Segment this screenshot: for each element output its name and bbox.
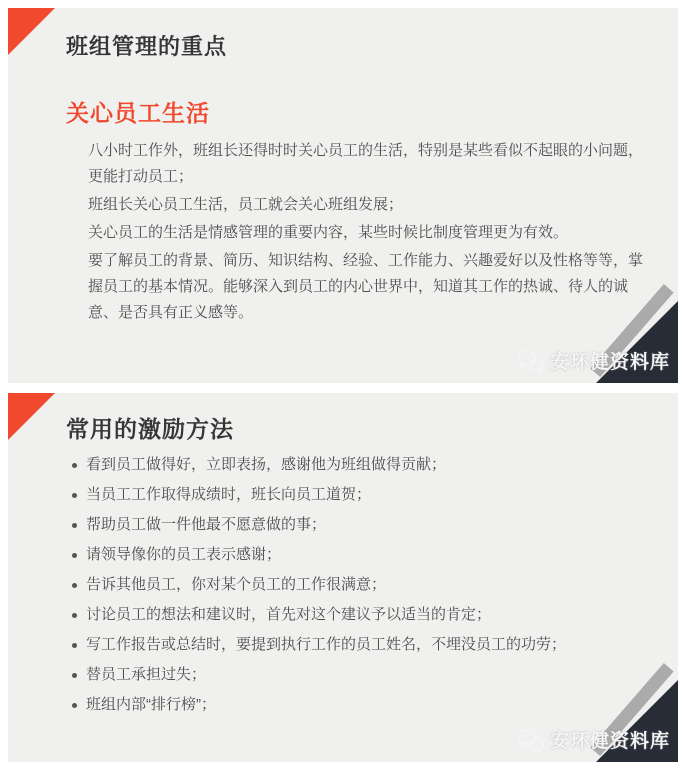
red-triangle-icon xyxy=(8,8,55,55)
watermark xyxy=(517,726,670,753)
slide-motivation-methods xyxy=(8,393,678,762)
paragraph: 关心员工的生活是情感管理的重要内容，某些时候比制度管理更为有效。 xyxy=(88,224,569,241)
paragraph: 要了解员工的背景、简历、知识结构、经验、工作能力、兴趣爱好以及性格等等，掌握员工的基本情况。能够深入到员工的内心世界中，知道其工作的热诚、待人的诚意、是否具有正义感等。 xyxy=(88,252,644,321)
red-triangle-icon xyxy=(8,393,55,440)
paragraph: 班组长关心员工生活，员工就会关心班组发展； xyxy=(88,196,404,213)
watermark xyxy=(517,347,670,374)
section1-title: 班组管理的重点 xyxy=(66,34,228,59)
wechat-icon xyxy=(517,728,545,752)
section2-bullet-list xyxy=(70,450,650,720)
watermark-text: 安环健资料库 xyxy=(549,731,670,752)
bullet-item: 告诉其他员工，你对某个员工的工作很满意； xyxy=(70,570,650,600)
section1-paragraphs xyxy=(88,138,651,328)
slide-team-management-keypoints xyxy=(8,8,678,383)
paragraph: 八小时工作外，班组长还得时时关心员工的生活，特别是某些看似不起眼的小问题，更能打动员工； xyxy=(88,142,644,185)
bullet-item: 班组内部“排行榜”； xyxy=(70,690,650,720)
section2-title: 常用的激励方法 xyxy=(66,416,234,442)
bullet-item: 请领导像你的员工表示感谢； xyxy=(70,540,650,570)
bullet-item: 帮助员工做一件他最不愿意做的事； xyxy=(70,510,650,540)
bullet-item: 写工作报告或总结时，要提到执行工作的员工姓名，不埋没员工的功劳； xyxy=(70,630,650,660)
wechat-icon xyxy=(517,349,545,373)
bullet-item: 讨论员工的想法和建议时，首先对这个建议予以适当的肯定； xyxy=(70,600,650,630)
watermark-text: 安环健资料库 xyxy=(549,352,670,373)
bullet-item: 看到员工做得好，立即表扬，感谢他为班组做得贡献； xyxy=(70,450,650,480)
bullet-item: 当员工工作取得成绩时，班长向员工道贺； xyxy=(70,480,650,510)
bullet-item: 替员工承担过失； xyxy=(70,660,650,690)
section1-subtitle: 关心员工生活 xyxy=(66,100,210,126)
